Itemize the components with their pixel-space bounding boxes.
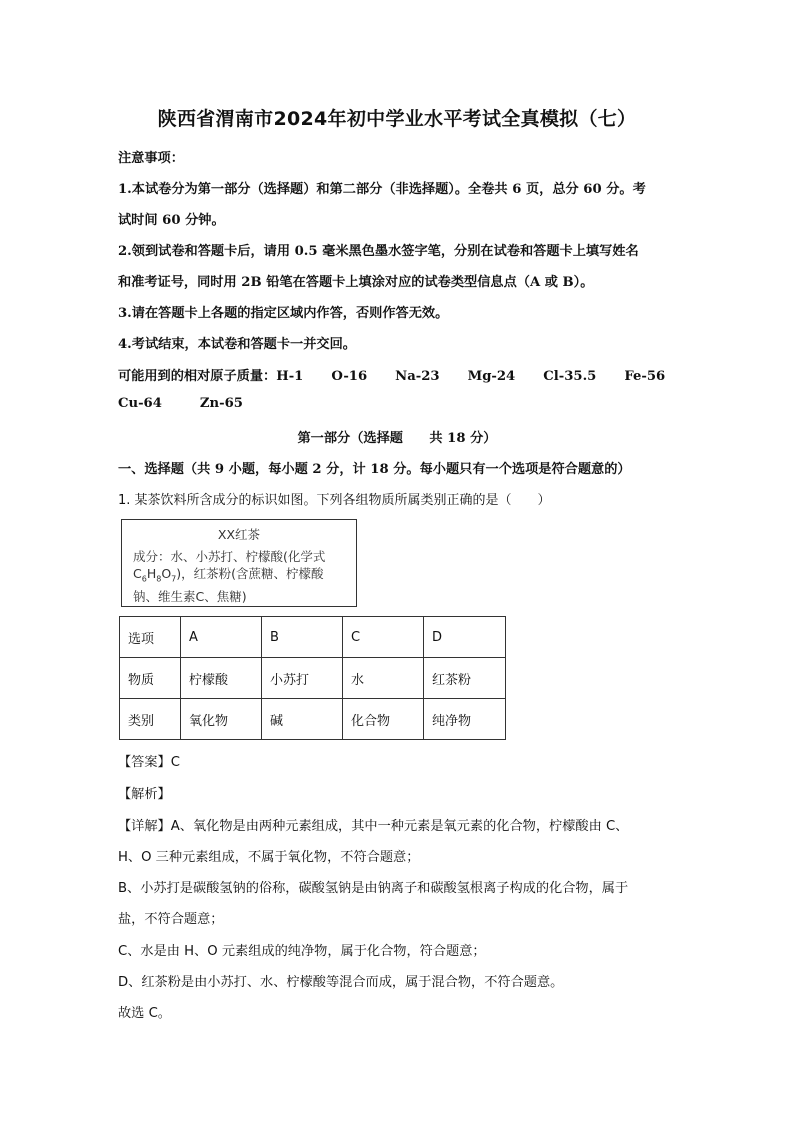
drink-label-line-3: 钠、维生素C、焦糖)	[133, 588, 247, 604]
table-row	[120, 699, 506, 740]
detail-line-7: 故选 C。	[118, 1006, 171, 1021]
notice-item-1-line-2: 试时间 60 分钟。	[118, 213, 225, 228]
table-cell: 氧化物	[181, 699, 262, 740]
formula-sub-c: 6	[141, 574, 147, 584]
table-cell: D	[424, 617, 506, 658]
table-cell: 水	[343, 658, 424, 699]
formula-sub-o: 7	[171, 574, 177, 584]
atomic-mass-h: H-1	[276, 369, 304, 384]
table-cell: C	[343, 617, 424, 658]
table-cell: 小苏打	[262, 658, 343, 699]
atomic-mass-cl: Cl-35.5	[543, 369, 597, 384]
notice-item-2-line-2: 和准考证号，同时用 2B 铅笔在答题卡上填涂对应的试卷类型信息点（A 或 B）。	[118, 275, 594, 290]
atomic-mass-cu: Cu-64	[118, 396, 162, 411]
atomic-mass-zn: Zn-65	[199, 396, 243, 411]
part-1-heading: 第一部分（选择题 共 18 分）	[297, 431, 497, 446]
detail-line-1: 【详解】A、氧化物是由两种元素组成，其中一种元素是氧元素的化合物，柠檬酸由 C、	[118, 819, 629, 834]
section-1-heading: 一、选择题（共 9 小题，每小题 2 分，计 18 分。每小题只有一个选项是符合题意的）	[118, 462, 631, 477]
table-row	[120, 617, 506, 658]
notice-item-3: 3.请在答题卡上各题的指定区域内作答，否则作答无效。	[118, 306, 449, 321]
drink-label-title: XX红茶	[217, 527, 261, 542]
table-cell: 红茶粉	[424, 658, 506, 699]
atomic-mass-o: O-16	[331, 369, 368, 384]
table-cell: 碱	[262, 699, 343, 740]
formula-o: O	[161, 566, 172, 581]
answer: 【答案】C	[118, 755, 180, 770]
table-cell: 纯净物	[424, 699, 506, 740]
page-title: 陕西省渭南市2024年初中学业水平考试全真模拟（七）	[157, 108, 637, 130]
table-cell: 柠檬酸	[181, 658, 262, 699]
atomic-mass-fe: Fe-56	[624, 369, 666, 384]
options-table	[119, 616, 506, 740]
atomic-masses-line-2	[118, 396, 718, 411]
formula-c: C	[133, 566, 142, 581]
table-cell: 类别	[120, 699, 181, 740]
drink-label-box	[121, 519, 357, 607]
drink-label-line-2-rest: )，红茶粉(含蔗糖、柠檬酸	[176, 566, 324, 581]
table-cell: B	[262, 617, 343, 658]
atomic-masses-label: 可能用到的相对原子质量：	[118, 369, 277, 384]
atomic-mass-mg: Mg-24	[467, 369, 516, 384]
drink-label-line-2	[133, 565, 356, 588]
detail-line-6: D、红茶粉是由小苏打、水、柠檬酸等混合而成，属于混合物，不符合题意。	[118, 975, 564, 990]
table-cell: 化合物	[343, 699, 424, 740]
notice-item-4: 4.考试结束，本试卷和答题卡一并交回。	[118, 337, 356, 352]
detail-line-4: 盐，不符合题意；	[118, 912, 224, 927]
formula-sub-h: 8	[156, 574, 162, 584]
table-cell: 选项	[120, 617, 181, 658]
drink-label-line-1: 成分：水、小苏打、柠檬酸(化学式	[133, 549, 326, 564]
atomic-mass-na: Na-23	[395, 369, 440, 384]
atomic-masses-line-1	[118, 365, 718, 384]
formula-h: H	[146, 566, 157, 581]
detail-line-3: B、小苏打是碳酸氢钠的俗称，碳酸氢钠是由钠离子和碳酸氢根离子构成的化合物，属于	[118, 881, 629, 896]
notice-item-1-line-1: 1.本试卷分为第一部分（选择题）和第二部分（非选择题）。全卷共 6 页，总分 60 分。考	[118, 182, 646, 197]
table-row	[120, 658, 506, 699]
notice-item-2-line-1: 2.领到试卷和答题卡后，请用 0.5 毫米黑色墨水签字笔，分别在试卷和答题卡上填写姓名	[118, 244, 639, 259]
notice-heading: 注意事项：	[118, 151, 184, 166]
drink-label-ingredients	[133, 548, 356, 605]
detail-line-2: H、O 三种元素组成，不属于氧化物，不符合题意；	[118, 850, 420, 865]
table-cell: 物质	[120, 658, 181, 699]
question-1-stem: 1. 某茶饮料所含成分的标识如图。下列各组物质所属类别正确的是（ ）	[118, 493, 551, 508]
table-cell: A	[181, 617, 262, 658]
detail-line-5: C、水是由 H、O 元素组成的纯净物，属于化合物，符合题意；	[118, 944, 486, 959]
analysis-heading: 【解析】	[118, 787, 171, 802]
